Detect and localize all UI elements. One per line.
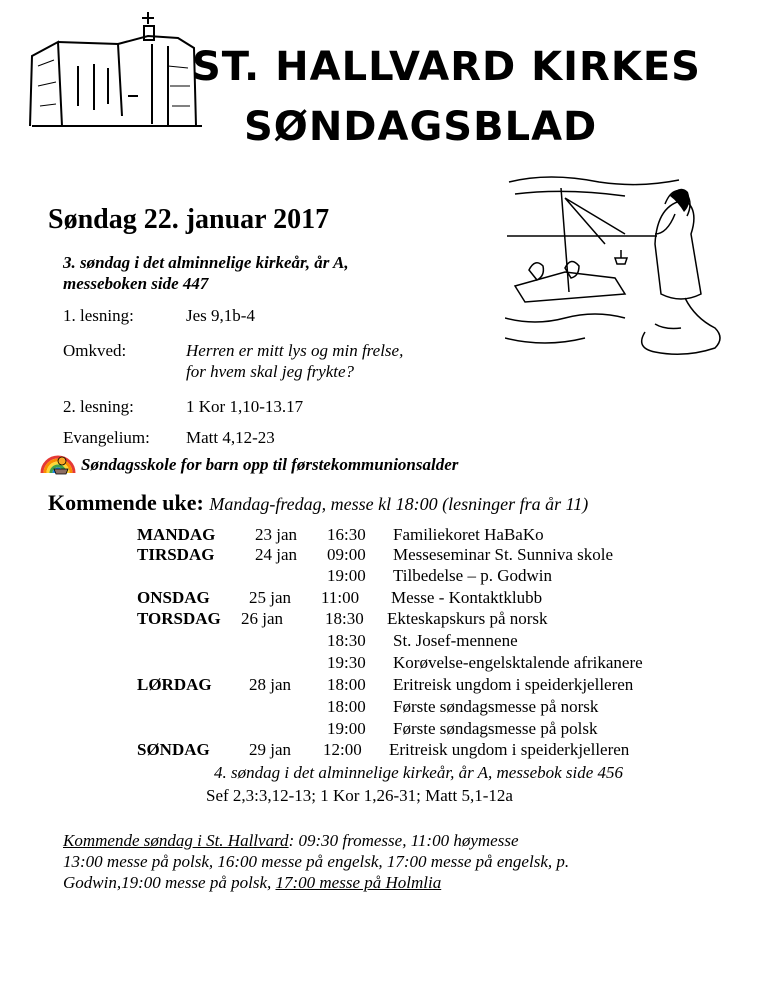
schedule-event: Messe - Kontaktklubb: [391, 588, 543, 607]
schedule-day: TIRSDAG: [137, 545, 215, 564]
week-heading-note: Mandag-fredag, messe kl 18:00 (lesninger fra år 11): [209, 494, 589, 514]
schedule-time: 18:30: [327, 631, 366, 650]
sunday-school-text: Søndagsskole for barn opp til førstekommunionsalder: [81, 455, 459, 474]
schedule-event: St. Josef-mennene: [393, 631, 518, 650]
sunday-date: Søndag 22. januar 2017: [48, 204, 330, 235]
jesus-boat-illustration: [505, 174, 740, 370]
liturgical-subtitle: [63, 252, 349, 294]
footer-line-1: [63, 830, 519, 851]
schedule-time: 18:00: [327, 675, 366, 694]
schedule-day: ONSDAG: [137, 588, 210, 607]
schedule-time: 19:30: [327, 653, 366, 672]
schedule-event: Ekteskapskurs på norsk: [387, 609, 548, 628]
schedule-time: 09:00: [327, 545, 366, 564]
schedule-time: 18:00: [327, 697, 366, 716]
gospel-value: Matt 4,12-23: [186, 428, 275, 447]
schedule-day: LØRDAG: [137, 675, 212, 694]
schedule-time: 16:30: [327, 525, 366, 544]
schedule-date: 29 jan: [249, 740, 292, 759]
schedule-date: 24 jan: [255, 545, 298, 564]
schedule-day: TORSDAG: [137, 609, 221, 628]
schedule-event: Messeseminar St. Sunniva skole: [393, 545, 614, 564]
schedule-date: 23 jan: [255, 525, 298, 544]
schedule-time: 18:30: [325, 609, 364, 628]
footer-label: Kommende søndag i St. Hallvard: [63, 831, 289, 850]
schedule-time: 19:00: [327, 719, 366, 738]
gospel-label: Evangelium:: [63, 428, 150, 447]
schedule-day: MANDAG: [137, 525, 216, 544]
reading-2-value: 1 Kor 1,10-13.17: [186, 397, 304, 416]
schedule-event: Familiekoret HaBaKo: [393, 525, 544, 544]
psalm-value-line-1: Herren er mitt lys og min frelse,: [186, 341, 404, 360]
schedule-time: 11:00: [321, 588, 360, 607]
schedule-event: Eritreisk ungdom i speiderkjelleren: [389, 740, 630, 759]
footer-line-3: [63, 872, 441, 893]
psalm-value-line-2: for hvem skal jeg frykte?: [186, 362, 355, 381]
week-heading-label: Kommende uke:: [48, 490, 204, 515]
title-line-1: ST. HALLVARD KIRKES: [192, 44, 701, 90]
reading-2-label: 2. lesning:: [63, 397, 134, 416]
schedule-event: Eritreisk ungdom i speiderkjelleren: [393, 675, 634, 694]
next-sunday-note: 4. søndag i det alminnelige kirkeår, år A, messebok side 456: [214, 763, 624, 782]
reading-1-label: 1. lesning:: [63, 306, 134, 325]
schedule-time: 19:00: [327, 566, 366, 585]
subtitle-line-2: messeboken side 447: [63, 274, 209, 293]
schedule-date: 28 jan: [249, 675, 292, 694]
footer-line-2: 13:00 messe på polsk, 16:00 messe på engelsk, 17:00 messe på engelsk, p.: [63, 852, 570, 871]
schedule-event: Tilbedelse – p. Godwin: [393, 566, 552, 585]
schedule-day: SØNDAG: [137, 740, 210, 759]
rainbow-icon: [38, 447, 78, 477]
psalm-label: Omkved:: [63, 341, 127, 360]
title-line-2: SØNDAGSBLAD: [244, 104, 598, 150]
footer-line-3-start: Godwin,19:00 messe på polsk,: [63, 873, 276, 892]
schedule-event: Første søndagsmesse på norsk: [393, 697, 599, 716]
footer-holmlia: 17:00 messe på Holmlia: [275, 873, 442, 892]
schedule-event: Første søndagsmesse på polsk: [393, 719, 598, 738]
schedule-time: 12:00: [323, 740, 362, 759]
church-illustration: [18, 6, 218, 136]
schedule-event: Korøvelse-engelsktalende afrikanere: [393, 653, 643, 672]
next-sunday-readings: Sef 2,3:3,12-13; 1 Kor 1,26-31; Matt 5,1-12a: [206, 786, 513, 805]
subtitle-line-1: 3. søndag i det alminnelige kirkeår, år A,: [63, 253, 349, 272]
footer-line-1-rest: : 09:30 fromesse, 11:00 høymesse: [288, 831, 519, 850]
reading-1-value: Jes 9,1b-4: [186, 306, 255, 325]
schedule-date: 25 jan: [249, 588, 292, 607]
schedule-date: 26 jan: [241, 609, 284, 628]
week-heading: [48, 490, 588, 516]
